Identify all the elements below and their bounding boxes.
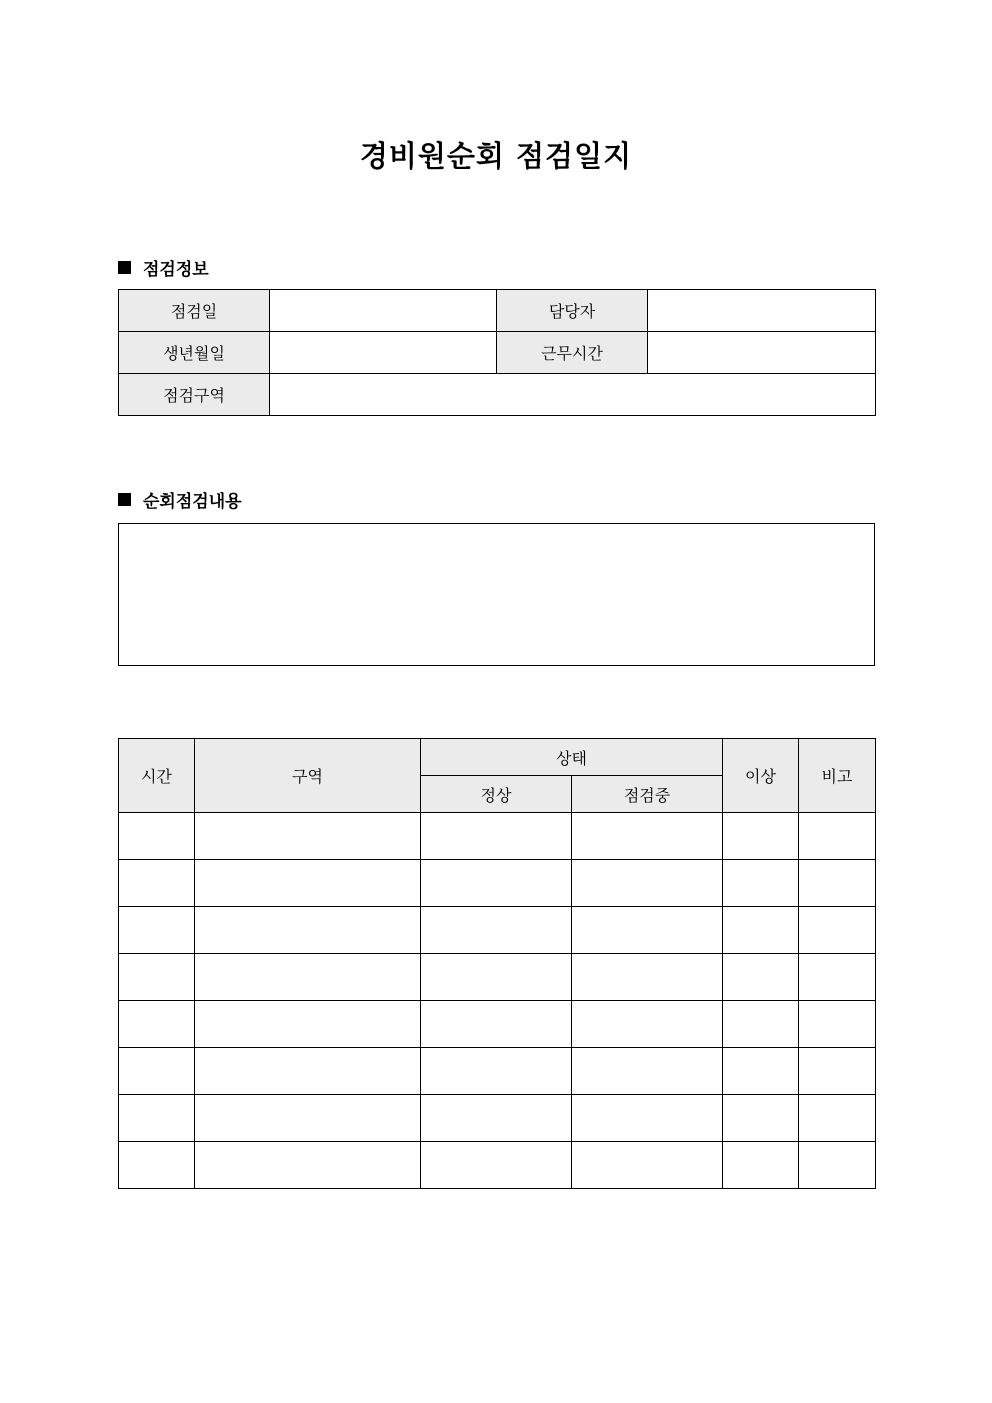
table-row xyxy=(119,1142,876,1189)
inspection-area-label: 점검구역 xyxy=(119,374,270,416)
remarks-cell[interactable] xyxy=(799,1048,876,1095)
inspection-date-label: 점검일 xyxy=(119,290,270,332)
birth-date-label: 생년월일 xyxy=(119,332,270,374)
abnormal-cell[interactable] xyxy=(723,1095,799,1142)
status-header: 상태 xyxy=(421,739,723,776)
table-row xyxy=(119,1095,876,1142)
work-hours-label: 근무시간 xyxy=(497,332,648,374)
abnormal-cell[interactable] xyxy=(723,860,799,907)
remarks-cell[interactable] xyxy=(799,907,876,954)
info-section-heading xyxy=(118,255,209,280)
area-header: 구역 xyxy=(195,739,421,813)
table-row xyxy=(119,813,876,860)
area-cell[interactable] xyxy=(195,1048,421,1095)
birth-date-field[interactable] xyxy=(270,332,497,374)
manager-label: 담당자 xyxy=(497,290,648,332)
abnormal-header: 이상 xyxy=(723,739,799,813)
area-cell[interactable] xyxy=(195,907,421,954)
time-cell[interactable] xyxy=(119,1001,195,1048)
manager-field[interactable] xyxy=(648,290,876,332)
inspecting-cell[interactable] xyxy=(572,907,723,954)
area-cell[interactable] xyxy=(195,954,421,1001)
area-cell[interactable] xyxy=(195,1142,421,1189)
inspecting-cell[interactable] xyxy=(572,1095,723,1142)
inspection-area-field[interactable] xyxy=(270,374,876,416)
inspecting-cell[interactable] xyxy=(572,954,723,1001)
remarks-cell[interactable] xyxy=(799,813,876,860)
square-bullet-icon xyxy=(118,261,131,274)
remarks-cell[interactable] xyxy=(799,954,876,1001)
remarks-cell[interactable] xyxy=(799,860,876,907)
normal-cell[interactable] xyxy=(421,1048,572,1095)
time-cell[interactable] xyxy=(119,813,195,860)
normal-cell[interactable] xyxy=(421,907,572,954)
abnormal-cell[interactable] xyxy=(723,1001,799,1048)
info-section-heading-text: 점검정보 xyxy=(143,260,209,280)
work-hours-field[interactable] xyxy=(648,332,876,374)
remarks-header: 비고 xyxy=(799,739,876,813)
time-header: 시간 xyxy=(119,739,195,813)
inspecting-cell[interactable] xyxy=(572,860,723,907)
abnormal-cell[interactable] xyxy=(723,954,799,1001)
table-row xyxy=(119,860,876,907)
inspecting-cell[interactable] xyxy=(572,813,723,860)
time-cell[interactable] xyxy=(119,1142,195,1189)
abnormal-cell[interactable] xyxy=(723,813,799,860)
remarks-cell[interactable] xyxy=(799,1095,876,1142)
square-bullet-icon xyxy=(118,493,131,506)
normal-cell[interactable] xyxy=(421,1095,572,1142)
normal-cell[interactable] xyxy=(421,1001,572,1048)
normal-header: 정상 xyxy=(421,776,572,813)
time-cell[interactable] xyxy=(119,907,195,954)
table-row xyxy=(119,1001,876,1048)
info-table xyxy=(118,289,876,416)
remarks-cell[interactable] xyxy=(799,1142,876,1189)
inspecting-cell[interactable] xyxy=(572,1142,723,1189)
page-title: 경비원순회 점검일지 xyxy=(359,139,633,173)
area-cell[interactable] xyxy=(195,860,421,907)
time-cell[interactable] xyxy=(119,860,195,907)
patrol-section-heading xyxy=(118,487,242,512)
normal-cell[interactable] xyxy=(421,813,572,860)
time-cell[interactable] xyxy=(119,954,195,1001)
normal-cell[interactable] xyxy=(421,954,572,1001)
inspecting-header: 점검중 xyxy=(572,776,723,813)
area-cell[interactable] xyxy=(195,1095,421,1142)
remarks-cell[interactable] xyxy=(799,1001,876,1048)
patrol-content-box[interactable] xyxy=(118,523,875,666)
abnormal-cell[interactable] xyxy=(723,1048,799,1095)
time-cell[interactable] xyxy=(119,1095,195,1142)
normal-cell[interactable] xyxy=(421,1142,572,1189)
time-cell[interactable] xyxy=(119,1048,195,1095)
table-row xyxy=(119,907,876,954)
inspecting-cell[interactable] xyxy=(572,1048,723,1095)
patrol-log-table xyxy=(118,738,876,1189)
area-cell[interactable] xyxy=(195,1001,421,1048)
table-row xyxy=(119,954,876,1001)
inspecting-cell[interactable] xyxy=(572,1001,723,1048)
normal-cell[interactable] xyxy=(421,860,572,907)
abnormal-cell[interactable] xyxy=(723,1142,799,1189)
table-row xyxy=(119,1048,876,1095)
inspection-date-field[interactable] xyxy=(270,290,497,332)
abnormal-cell[interactable] xyxy=(723,907,799,954)
area-cell[interactable] xyxy=(195,813,421,860)
patrol-section-heading-text: 순회점검내용 xyxy=(143,492,242,512)
